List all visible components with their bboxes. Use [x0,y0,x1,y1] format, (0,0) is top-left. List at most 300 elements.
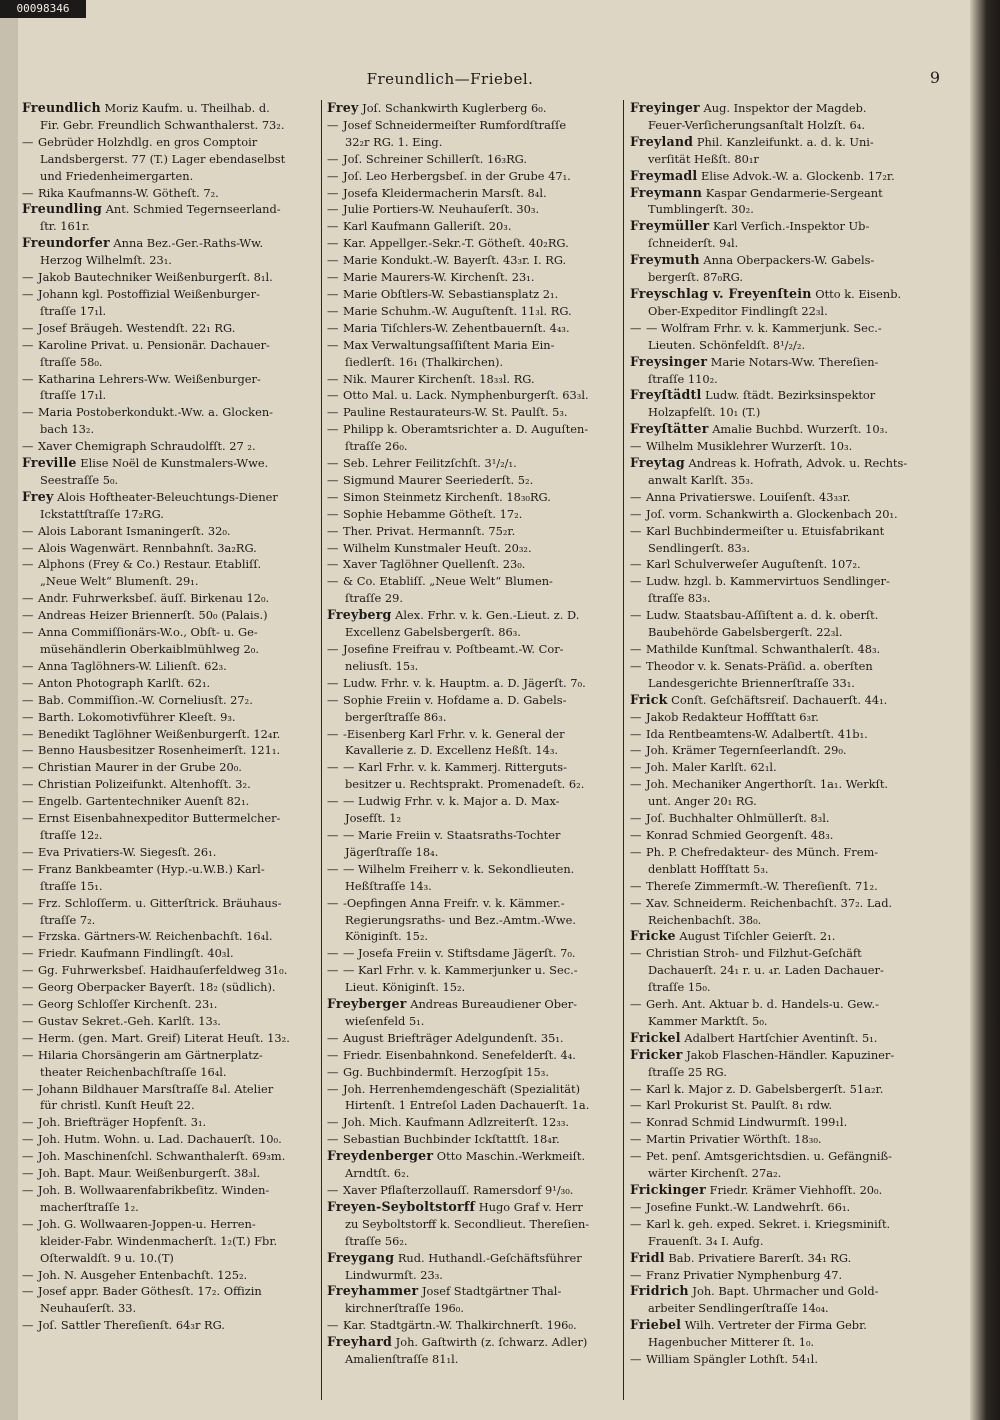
entry-text: Arndtſt. 6₂. [345,1166,410,1181]
entry-text: Oſterwaldſt. 9 u. 10.(T) [40,1250,174,1265]
entry-text: Landsbergerst. 77 (T.) Lager ebendaselbst [40,151,286,166]
entry-text: Ober-Expeditor Findlingſt 22₃l. [648,303,828,318]
surname-entry [630,421,926,438]
sub-entry [22,793,318,810]
entry-continuation [327,1013,623,1030]
entry-text: arbeiter Sendlingerſtraſſe 14₀₄. [648,1301,829,1316]
ditto-dash: — [327,692,339,707]
entry-text: Josefine Freifrau v. Poſtbeamt.-W. Cor- [343,642,564,656]
sub-entry [22,404,318,421]
surname: Freundling [22,201,103,217]
entry-continuation [630,590,926,607]
entry-text: Katharina Lehrers-Ww. Weißenburger- [38,371,261,386]
sub-entry [327,269,623,286]
entry-text: Pet. penſ. Amtsgerichtsdien. u. Gefängniß- [646,1149,892,1164]
entry-text: zu Seyboltstorff k. Secondlieut. Thereſien- [345,1216,590,1231]
entry-text: wärter Kirchenſt. 27a₂. [648,1166,782,1181]
entry-text: Hirtenſt. 1 Entreſol Laden Dachauerſt. 1a. [345,1098,590,1113]
entry-text: Joh. Mechaniker Angerthorſt. 1a₁. Werkſt. [646,777,889,792]
ditto-dash: — [630,1199,642,1214]
entry-continuation [630,269,926,286]
ditto-dash: — [327,1081,339,1096]
entry-continuation [22,912,318,929]
entry-text: Sigmund Maurer Seeriederſt. 5₂. [343,472,534,487]
entry-continuation [630,861,926,878]
entry-continuation [22,252,318,269]
ditto-dash: — [22,760,34,775]
entry-text: Landesgerichte Briennerſtraſſe 33₁. [648,675,855,690]
sub-entry [630,709,926,726]
entry-text: Andreas Heizer Briennerſt. 50₀ (Palais.) [38,608,268,623]
entry-text: ſtraſſe 83₃. [648,591,711,606]
sub-entry [630,878,926,895]
sub-entry [630,1216,926,1233]
entry-continuation [327,928,623,945]
entry-text: Pauline Restaurateurs-W. St. Paulſt. 5₃. [343,405,568,420]
entry-continuation [630,793,926,810]
sub-entry [327,151,623,168]
sub-entry [22,962,318,979]
entry-text: Johann kgl. Postoffizial Weißenburger- [38,286,260,301]
sub-entry [327,726,623,743]
ditto-dash: — [22,929,34,944]
entry-continuation [22,878,318,895]
entry-text: Georg Schloſſer Kirchenſt. 23₁. [38,997,218,1012]
ditto-dash: — [22,1267,34,1282]
entry-text: Xav. Schneiderm. Reichenbachſt. 37₂. Lad. [646,895,893,910]
surname: Fridl [630,1249,665,1265]
entry-text: Joh. Herrenhemdengeschäft (Spezialität) [343,1081,581,1096]
entry-continuation [327,658,623,675]
ditto-dash: — [22,895,34,910]
ditto-dash: — [22,625,34,640]
surname: Freytag [630,455,685,471]
entry-text: besitzer u. Rechtsprakt. Promenadeſt. 6₂. [345,777,585,792]
sub-entry [22,1013,318,1030]
entry-text: Kaspar Gendarmerie-Sergeant [705,185,883,200]
entry-text: Alois Hoftheater-Beleuchtungs-Diener [57,489,278,504]
entry-text: Seestraſſe 5₀. [40,472,119,487]
sub-entry [22,1047,318,1064]
entry-continuation [630,912,926,929]
entry-text: neliusſt. 15₃. [345,658,419,673]
entry-text: Joh. Bapt. Maur. Weißenburgerſt. 38₃l. [38,1166,261,1181]
ditto-dash: — [22,1183,34,1197]
entry-text: Joh. Mich. Kaufmann Adlzreiterſt. 12₃₃. [343,1115,570,1130]
ditto-dash: — [630,827,642,842]
surname-entry [630,252,926,269]
ditto-dash: — [630,1115,642,1130]
sub-entry [630,1081,926,1098]
ditto-dash: — [22,591,34,606]
sub-entry [327,1114,623,1131]
sub-entry [327,320,623,337]
ditto-dash: — [327,303,339,318]
entry-text: Christian Maurer in der Grube 20₀. [38,760,242,775]
entry-continuation [22,421,318,438]
surname-entry [22,100,318,117]
entry-text: Joh. Maler Karlſt. 62₁l. [646,760,777,775]
sub-entry [22,895,318,912]
entry-text: Johann Bildhauer Marsſtraſſe 8₄l. Atelier [38,1081,274,1096]
entry-continuation [327,709,623,726]
entry-continuation [327,590,623,607]
entry-text: Josef Bräugeh. Westendſt. 22₁ RG. [38,320,236,335]
entry-text: — Ludwig Frhr. v. k. Major a. D. Max- [343,794,560,809]
entry-continuation [630,1334,926,1351]
entry-text: Rud. Huthandl.-Geſchäftsführer [397,1250,582,1265]
entry-text: Ludw. Staatsbau-Aſſiſtent a. d. k. oberſt. [646,608,879,623]
entry-text: Jakob Flaschen-Händler. Kapuziner- [686,1047,895,1062]
entry-continuation [327,979,623,996]
entry-text: Franz Privatier Nymphenburg 47. [646,1267,843,1282]
ditto-dash: — [327,794,339,809]
entry-text: Benedikt Taglöhner Weißenburgerſt. 12₄r. [38,726,281,741]
entry-text: Joſ. Schreiner Schillerſt. 16₃RG. [343,151,527,166]
ditto-dash: — [630,743,642,758]
sub-entry [327,962,623,979]
entry-continuation [327,878,623,895]
entry-text: Mathilde Kunſtmal. Schwanthalerſt. 48₃. [646,642,881,656]
surname: Freyen-Seyboltstorff [327,1198,476,1214]
ditto-dash: — [630,1081,642,1096]
ditto-dash: — [22,1030,34,1045]
sub-entry [22,320,318,337]
entry-text: Elise Noël de Kunstmalers-Wwe. [80,456,269,471]
entry-text: Kar. Appellger.-Sekr.-T. Götheſt. 40₂RG. [343,236,569,251]
entry-continuation [22,218,318,235]
entry-continuation [630,371,926,388]
entry-text: Marie Maurers-W. Kirchenſt. 23₁. [343,270,535,285]
sub-entry [630,726,926,743]
entry-text: Xaver Chemigraph Schraudolfſt. 27 ₂. [38,439,256,454]
sub-entry [630,776,926,793]
surname-entry [327,1250,623,1267]
ditto-dash: — [327,963,339,978]
entry-text: Joh. Bapt. Uhrmacher und Gold- [692,1284,879,1299]
surname-entry [630,134,926,151]
ditto-dash: — [630,1132,642,1147]
entry-text: Konrad Schmied Georgenſt. 48₃. [646,827,834,842]
entry-text: verſität Heßſt. 80₁r [648,151,759,166]
surname-entry [630,1047,926,1064]
ditto-dash: — [22,844,34,859]
ditto-dash: — [22,439,34,454]
surname: Freymuth [630,252,700,268]
entry-continuation [630,472,926,489]
surname: Freysinger [630,353,708,369]
entry-text: für christl. Kunſt Heuſt 22. [40,1098,195,1113]
ditto-dash: — [630,1149,642,1164]
entry-text: kirchnerſtraſſe 196₀. [345,1301,464,1316]
entry-text: Joſ. vorm. Schankwirth a. Glockenbach 20₁. [646,506,898,521]
entry-text: Xaver Taglöhner Quellenſt. 23₀. [343,557,526,572]
entry-text: Herm. (gen. Mart. Greif) Literat Heuſt. 13₂. [38,1030,290,1045]
entry-text: Andr. Fuhrwerksbeſ. äuſſ. Birkenau 12₀. [38,591,270,606]
surname-entry [22,489,318,506]
ditto-dash: — [22,1284,34,1299]
ditto-dash: — [327,388,339,403]
sub-entry [327,185,623,202]
surname: Freyland [630,133,694,149]
entry-text: ſtraſſe 110₂. [648,371,718,386]
surname-entry [327,1199,623,1216]
entry-text: Amalienſtraſſe 81₁l. [345,1352,459,1367]
surname: Frickinger [630,1182,706,1197]
surname: Freymüller [630,218,710,234]
ditto-dash: — [22,709,34,724]
surname-entry [630,185,926,202]
surname-entry [327,607,623,624]
ditto-dash: — [22,1047,34,1062]
entry-text: ſtraſſe 26₀. [345,439,408,454]
ditto-dash: — [327,827,339,842]
surname-entry [630,168,926,185]
entry-text: Marie Kondukt.-W. Bayerſt. 43₃r. I. RG. [343,253,567,268]
entry-continuation [22,1250,318,1267]
entry-text: Josefſt. 1₂ [345,811,402,826]
ditto-dash: — [327,895,339,910]
ditto-dash: — [630,726,642,741]
sub-entry [22,1131,318,1148]
entry-text: Dachauerſt. 24₁ r. u. ₄r. Laden Dachauer- [648,963,884,978]
ditto-dash: — [630,946,642,961]
sub-entry [630,996,926,1013]
ditto-dash: — [327,151,339,166]
entry-text: Ernst Eisenbahnexpeditor Buttermelcher- [38,811,281,826]
sub-entry [22,675,318,692]
surname: Freymann [630,184,703,200]
surname: Freyinger [630,100,700,115]
surname: Freyſtätter [630,421,709,437]
entry-continuation [630,962,926,979]
sub-entry [327,201,623,218]
entry-text: ſtr. 161r. [40,219,90,234]
entry-text: Marie Obſtlers-W. Sebastiansplatz 2₁. [343,286,559,301]
entry-text: bergerſt. 87₀RG. [648,270,743,285]
entry-text: Maria Tiſchlers-W. Zehentbauernſt. 4₄₃. [343,320,570,335]
surname-entry [630,354,926,371]
surname-entry [630,286,926,303]
ditto-dash: — [630,1352,642,1367]
entry-text: Georg Oberpacker Bayerſt. 18₂ (südlich). [38,980,276,995]
sub-entry [327,404,623,421]
sub-entry [327,472,623,489]
ditto-dash: — [327,1030,339,1045]
ditto-dash: — [22,777,34,792]
sub-entry [22,979,318,996]
sub-entry [327,523,623,540]
ditto-dash: — [327,726,339,741]
entry-text: Seb. Lehrer Feilitzſchſt. 3¹/₂/₁. [343,456,517,471]
ditto-dash: — [327,337,339,352]
entry-continuation [630,1013,926,1030]
entry-text: Ant. Schmied Tegernseerland- [105,202,281,217]
ditto-dash: — [22,557,34,572]
ditto-dash: — [22,794,34,809]
entry-continuation [327,1097,623,1114]
entry-text: Hilaria Chorsängerin am Gärtnerplatz- [38,1047,263,1062]
surname: Freundlich [22,100,101,115]
surname: Freyhard [327,1334,393,1350]
sub-entry [22,185,318,202]
entry-text: Marie Notars-Ww. Thereſien- [710,354,879,369]
entry-text: William Spängler Lothſt. 54₁l. [646,1352,818,1367]
ditto-dash: — [22,726,34,741]
entry-text: Anna Bez.-Ger.-Raths-Ww. [113,236,264,251]
left-margin-fragments [0,18,18,1420]
entry-text: anwalt Karlſt. 35₃. [648,472,754,487]
entry-text: bach 13₂. [40,422,95,437]
entry-text: Königinſt. 15₂. [345,929,429,944]
sub-entry [22,692,318,709]
page-gutter [970,0,1000,1420]
entry-text: Bab. Commiſſion.-W. Corneliusſt. 27₂. [38,692,253,707]
entry-continuation [327,742,623,759]
entry-text: Joh. Hutm. Wohn. u. Lad. Dachauerſt. 10₀. [38,1132,282,1147]
entry-continuation [22,1199,318,1216]
entry-text: Gebrüder Holzhdlg. en gros Comptoir [38,134,258,149]
ditto-dash: — [327,117,339,132]
entry-text: Ludw. Frhr. v. k. Hauptm. a. D. Jägerſt. 7₀. [343,675,586,690]
ditto-dash: — [22,540,34,555]
entry-text: Feuer-Verſicherungsanſtalt Holzſt. 6₄. [648,117,865,132]
sub-entry [630,556,926,573]
entry-continuation [630,337,926,354]
ditto-dash: — [327,1318,339,1333]
entry-text: Conſt. Geſchäftsreiſ. Dachauerſt. 44₁. [671,692,888,707]
ditto-dash: — [630,997,642,1012]
ditto-dash: — [630,506,642,521]
ditto-dash: — [327,1064,339,1079]
entry-text: ſtraſſe 7₂. [40,912,96,927]
ditto-dash: — [22,1081,34,1096]
entry-text: Hagenbucher Mitterer ſt. 1₀. [648,1335,815,1350]
sub-entry [327,303,623,320]
entry-text: Josef Stadtgärtner Thal- [421,1284,562,1299]
ditto-dash: — [327,253,339,268]
entry-continuation [327,844,623,861]
ditto-dash: — [327,422,339,437]
ditto-dash: — [22,1149,34,1164]
entry-text: Kar. Stadtgärtn.-W. Thalkirchnerſt. 196₀. [343,1318,577,1333]
sub-entry [22,371,318,388]
sub-entry [630,1351,926,1368]
ditto-dash: — [327,219,339,234]
entry-text: Friedr. Eisenbahnkond. Senefelderſt. 4₄. [343,1047,576,1062]
entry-continuation [630,201,926,218]
entry-text: Alois Laborant Ismaningerſt. 32₀. [38,523,231,538]
sub-entry [630,641,926,658]
entry-continuation [22,641,318,658]
ditto-dash: — [327,202,339,217]
entry-continuation [327,1267,623,1284]
sub-entry [327,286,623,303]
entry-text: unt. Anger 20₁ RG. [648,794,757,809]
sub-entry [327,1030,623,1047]
ditto-dash: — [630,878,642,893]
sub-entry [327,556,623,573]
entry-text: Sophie Hebamme Götheſt. 17₂. [343,506,523,521]
ditto-dash: — [327,574,339,589]
entry-text: Adalbert Hartſchier Aventinſt. 5₁. [684,1030,878,1045]
entry-continuation [327,912,623,929]
entry-text: Herzog Wilhelmſt. 23₁. [40,253,172,268]
sub-entry [630,607,926,624]
entry-text: Thereſe Zimmermſt.-W. Thereſienſt. 71₂. [646,878,878,893]
sub-entry [327,421,623,438]
entry-text: Fir. Gebr. Freundlich Schwanthalerst. 73₂. [40,117,285,132]
ditto-dash: — [327,946,339,961]
surname-entry [630,1030,926,1047]
entry-text: Wilhelm Kunstmaler Heuſt. 20₃₂. [343,540,532,555]
sub-entry [630,1131,926,1148]
entry-continuation [22,472,318,489]
ditto-dash: — [630,895,642,910]
entry-text: Joſ. Schankwirth Kuglerberg 6₀. [362,101,547,115]
ditto-dash: — [22,405,34,420]
ditto-dash: — [22,1216,34,1231]
entry-text: ſtraſſe 17₁l. [40,303,107,318]
entry-text: Andreas Bureaudiener Ober- [410,997,578,1012]
entry-text: Andreas k. Hofrath, Advok. u. Rechts- [688,456,908,471]
ditto-dash: — [327,760,339,775]
entry-text: macherſtraſſe 1₂. [40,1199,139,1214]
ditto-dash: — [327,1183,339,1197]
ditto-dash: — [630,574,642,589]
entry-continuation [22,827,318,844]
sub-entry [22,624,318,641]
entry-text: Anna Commiſſionärs-W.o., Obſt- u. Ge- [38,625,258,640]
entry-text: wieſenfeld 5₁. [345,1013,425,1028]
ditto-dash: — [630,1267,642,1282]
sub-entry [630,573,926,590]
entry-continuation [327,1233,623,1250]
ditto-dash: — [22,608,34,623]
ditto-dash: — [22,523,34,538]
sub-entry [327,692,623,709]
sub-entry [630,742,926,759]
sub-entry [22,1267,318,1284]
ditto-dash: — [327,540,339,555]
sub-entry [327,117,623,134]
sub-entry [327,235,623,252]
entry-text: Elise Advok.-W. a. Glockenb. 17₂r. [701,168,895,183]
surname: Frickel [630,1029,681,1045]
entry-continuation [630,235,926,252]
entry-continuation [22,387,318,404]
entry-text: Joh. N. Ausgeher Entenbachſt. 125₂. [38,1267,248,1282]
ditto-dash: — [327,270,339,285]
entry-text: -Oepfingen Anna Freifr. v. k. Kämmer.- [343,895,565,910]
surname-entry [630,387,926,404]
entry-text: Jägerſtraſſe 18₄. [345,844,439,859]
entry-text: — Karl Frhr. v. k. Kammerj. Ritterguts- [343,760,567,775]
entry-text: Sophie Freiin v. Hofdame a. D. Gabels- [343,692,567,707]
sub-entry [22,759,318,776]
ditto-dash: — [630,557,642,572]
surname-entry [327,1283,623,1300]
column-left [22,100,318,1334]
entry-continuation [630,151,926,168]
entry-text: ſtraſſe 15₁. [40,878,103,893]
entry-text: Otto Mal. u. Lack. Nymphenburgerſt. 63₃l. [343,388,589,403]
sub-entry [22,810,318,827]
entry-text: Ickstattſtraſſe 17₂RG. [40,506,164,521]
sub-entry [327,387,623,404]
surname: Fridrich [630,1283,689,1299]
entry-text: „Neue Welt“ Blumenſt. 29₁. [40,574,199,589]
